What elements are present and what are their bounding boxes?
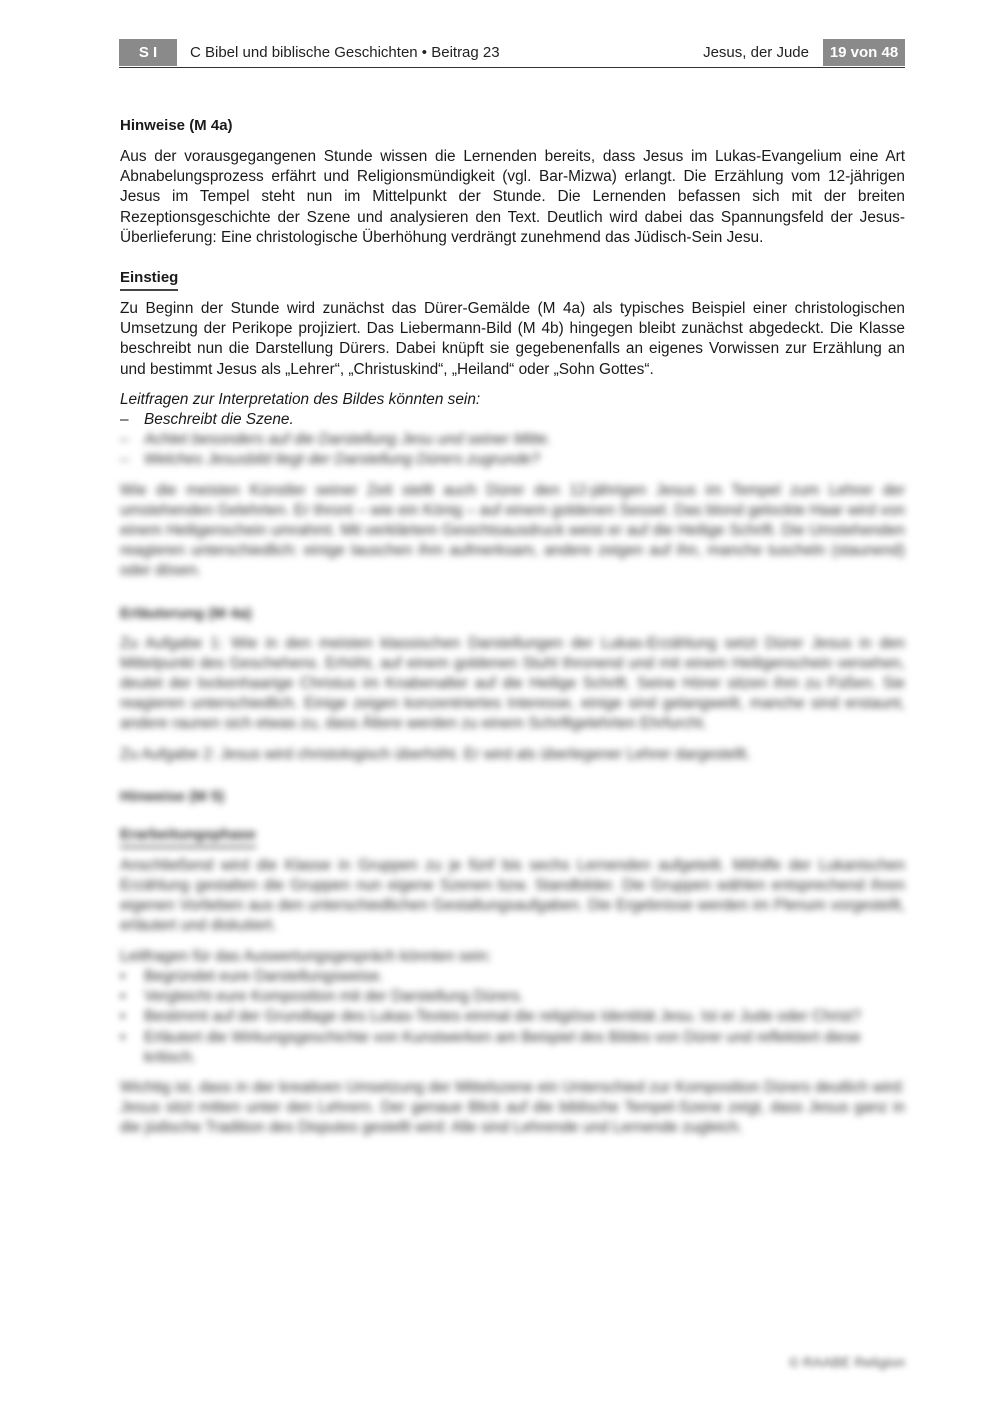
level-badge: S I bbox=[119, 39, 177, 66]
blurred-preview bbox=[120, 430, 905, 1138]
blurred-paragraph: Zu Aufgabe 2: Jesus wird christologisch überhöht. Er wird als überlegener Lehrer dargestellt. bbox=[120, 745, 751, 763]
question-text: Welches Jesusbild liegt der Darstellung Dürers zugrunde? bbox=[144, 451, 540, 469]
list-dash: – bbox=[120, 411, 129, 429]
topic-title: Jesus, der Jude bbox=[703, 44, 809, 61]
question-item bbox=[120, 450, 905, 470]
blurred-paragraph: Leitfragen für das Auswertungsgespräch könnten sein: bbox=[120, 947, 492, 965]
chapter-title: C Bibel und biblische Geschichten • Beitrag 23 bbox=[190, 44, 500, 61]
question-item bbox=[120, 430, 905, 450]
section-heading-erarbeitung: Erarbeitungsphase bbox=[120, 825, 256, 848]
list-dash: – bbox=[120, 451, 129, 469]
list-item bbox=[120, 1028, 905, 1068]
question-text: Beschreibt die Szene. bbox=[144, 411, 294, 429]
page-number: 19 von 48 bbox=[823, 39, 905, 66]
publisher-footer: © RAABE Religion bbox=[788, 1354, 905, 1370]
page-header bbox=[119, 39, 905, 68]
list-item-text: Erläutert die Wirkungsgeschichte von Kunstwerken am Beispiel des Bildes von Dürer und reflektiert diese kritisch. bbox=[144, 1028, 861, 1066]
section-heading-einstieg: Einstieg bbox=[120, 268, 178, 291]
paragraph-intro: Aus der vorausgegangenen Stunde wissen die Lernenden bereits, dass Jesus im Lukas-Evangelium eine Art Abnabelungsprozess erfährt und Religionsmündigkeit (vgl. Bar-Mizwa) erlangt. Die Erzählung vom 12-jährigen Jesus im Tempel steht nun im Mittelpunkt der Stunde. Die Lernenden befassen sich mit der breiten Rezeptionsgeschichte der Szene und analysieren den Text. Deutlich wird dabei das Spannungsfeld der Jesus-Überlieferung: Eine christologische Überhöhung verdrängt zunehmend das Jüdisch-Sein Jesu. bbox=[120, 148, 905, 246]
bullet: • bbox=[120, 988, 126, 1006]
section-heading-erlaeuterung: Erläuterung (M 4a) bbox=[120, 604, 252, 622]
bullet: • bbox=[120, 967, 126, 985]
list-item-text: Begründet eure Darstellungsweise. bbox=[144, 967, 384, 985]
list-item bbox=[120, 987, 905, 1007]
list-item bbox=[120, 967, 905, 987]
section-heading-hinweise: Hinweise (M 4a) bbox=[120, 117, 233, 134]
list-item-text: Bestimmt auf der Grundlage des Lukas-Textes einmal die religiöse Identität Jesu. Ist er Jude oder Christ? bbox=[144, 1008, 861, 1026]
question-item bbox=[120, 410, 905, 430]
bullet: • bbox=[120, 1028, 126, 1046]
list-item bbox=[120, 1007, 905, 1027]
blurred-paragraph: Wie die meisten Künstler seiner Zeit stellt auch Dürer den 12-jährigen Jesus im Tempel zum Lehrer der umstehenden Gelehrten. Er thront – wie ein König – auf einem goldenen Sessel. Das blond gelockte Haar wird von einem Heiligenschein umrahmt. Mit verklärtem Gesichtsausdruck weist er auf die Heilige Schrift. Die Umstehenden reagieren unterschiedlich: einige lauschen ihm aufmerksam, andere zeigen auf ihn, manche tuscheln (staunend) oder dösen. bbox=[120, 481, 905, 580]
questions-intro: Leitfragen zur Interpretation des Bildes könnten sein: bbox=[120, 390, 481, 408]
page-content bbox=[120, 116, 905, 1139]
blurred-paragraph: Zu Aufgabe 1: Wie in den meisten klassischen Darstellungen der Lukas-Erzählung setzt Dürer Jesus in den Mittelpunkt des Geschehens. Erhöht, auf einem goldenen Stuhl thronend und mit einem Heiligenschein versehen, deutet der lockenhaarige Christus im Knabenalter auf die Heilige Schrift. Seine Hörer sitzen ihm zu Füßen. Sie reagieren unterschiedlich. Einige zeigen konzentriertes Interesse, einige sind gelangweilt, manche sind erstaunt, andere raunen sich etwas zu, dass Ältere werden zu einem Schriftgelehrten Ehrfurcht. bbox=[120, 634, 905, 733]
blurred-paragraph: Anschließend wird die Klasse in Gruppen zu je fünf bis sechs Lernenden aufgeteilt. Mithilfe der Lukanischen Erzählung gestalten die Gruppen nun eigene Szenen bzw. Standbilder. Die Gruppen wählen entsprechend ihren eigenen Vorlieben aus den unterschiedlichen Gestaltungsaufgaben. Die Ergebnisse werden im Plenum vorgestellt, erläutert und diskutiert. bbox=[120, 856, 905, 935]
bullet: • bbox=[120, 1008, 126, 1026]
list-item-text: Vergleicht eure Komposition mit der Darstellung Dürers. bbox=[144, 988, 524, 1006]
paragraph-einstieg: Zu Beginn der Stunde wird zunächst das Dürer-Gemälde (M 4a) als typisches Beispiel einer christologischen Umsetzung der Perikope projiziert. Das Liebermann-Bild (M 4b) hingegen bleibt zunächst abgedeckt. Die Klasse beschreibt nun die Darstellung Dürers. Dabei knüpft sie gegebenenfalls an eigenes Vorwissen zur Erzählung an und bestimmt Jesus als „Lehrer“, „Christuskind“, „Heiland“ oder „Sohn Gottes“. bbox=[120, 300, 905, 378]
section-heading-hinweise-m5: Hinweise (M 5) bbox=[120, 787, 225, 805]
question-text: Achtet besonders auf die Darstellung Jesu und seiner Mitte. bbox=[144, 431, 552, 449]
list-dash: – bbox=[120, 431, 129, 449]
blurred-paragraph: Wichtig ist, dass in der kreativen Umsetzung der Mittelszene ein Unterschied zur Komposition Dürers deutlich wird: Jesus sitzt mitten unter den Lehrern. Der genaue Blick auf die biblische Tempel-Szene zeigt, dass Jesus ganz in die jüdische Tradition des Disputes gestellt wird: Alle sind Lehrende und Lernende zugleich. bbox=[120, 1078, 905, 1137]
